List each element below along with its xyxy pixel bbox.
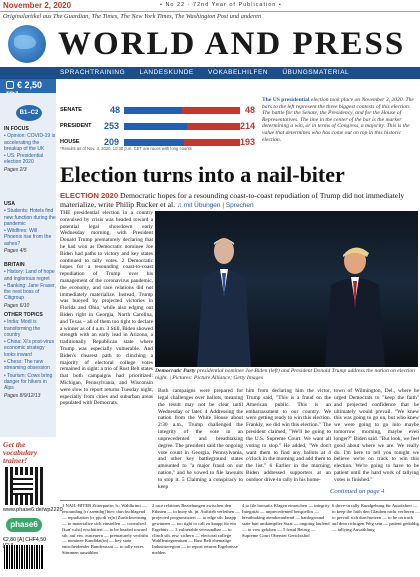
vocab-column-3: 4 to file lawsuits Klagen einreichen — integrity Integrität — unprecedented beispiellos — breathtaking atemberaubend — battleground state hart umkämpfter Staat — ongoing laufend — to vow geloben — 5 fraud Betrug — Supreme Court Oberster Gerichtshof — [242, 503, 330, 538]
barcode-icon — [4, 545, 44, 569]
results-label: SENATE — [60, 107, 82, 113]
sidebar-item[interactable]: • Wildfires: Will Phoenix rise from the ashes? — [4, 228, 52, 247]
tagline: Originalartikel aus The Guardian, The Times, The New York Times, The Washington Post und anderen — [3, 13, 262, 20]
sidebar-heading: IN FOCUS — [4, 126, 29, 132]
phase6-logo: phase6 — [6, 518, 42, 532]
article-column-2: Both campaigns were prepared for legal challenges over ballots, meaning the result may not be clear until Wednesday or later. 4 Addressing the nation from the White House about 2:30 a.m., Trump challenged the integrity of the vote in an unprecedented and breathtaking degree. The president said the ongoing vote count in Georgia, Pennsylvania, and other key battleground states amounted to "a major fraud on our nation," and he vowed to file lawsuits to stop it. 5 Claiming a conspiracy to keep — [158, 388, 243, 490]
nav-item-vokabelhilfen[interactable]: VOKABELHILFEN — [208, 69, 269, 76]
issue-number: • No 22 · 72nd Year of Publication • — [160, 2, 282, 8]
results-explainer — [262, 97, 417, 143]
dem-bar — [124, 123, 187, 130]
caption-text: presidential nominee Joe Biden (left) and President Donald Trump address the nation on election night. | Pictures: Picture Alliance; Getty Images — [155, 368, 415, 381]
audio-exercise-link[interactable]: ♫ mit Übungen | Sprechen — [176, 202, 254, 209]
article-column-4: town of Wilmington, Del., where he urged Democrats to "keep the faith" and projected confidence that he ultimately would prevail. "We knew this was going to go on, but who knew we were going to go into maybe tomorrow morning, maybe even longer?" Biden said. "But look, we feel good about where we are. We really do. I'm here to tell you tonight we believe we're on track to win this election. We're going to have to be patient until the hard work of tallying votes is finished." — [334, 388, 419, 483]
article-column-1: THE presidential election in a country convulsed by crisis was headed toward a potential legal showdown early Wednesday morning, with President Donald Trump prematurely declaring that he had won as Democratic nominee Joe Biden had paths to victory and key states continued to tally votes. 2 Democratic hopes for a resounding coast-to-coast repudiation of Trump over his management of the coronavirus pandemic, the economy, and race relations did not immediately materialize. Instead, Trump was buoyed by projected victories in Florida and Ohio, while also edging out Biden right in Georgia, North Carolina, and Texas – all of them too tight to declare a winner as of 4 a.m. 3 Still, Biden showed strength with an early lead in Arizona, a traditionally Republican state where Trump was especially vulnerable. And Biden's clearest path to clinching a majority of electoral college votes remained in sight: a trio of Rust Belt states that both campaigns had prioritized: Michigan, Pennsylvania, and Wisconsin were slow to report returns Tuesday night, especially from cities and suburban areas populated with Democrats. — [60, 210, 153, 407]
headline[interactable]: Election turns into a nail-biter — [60, 162, 345, 187]
results-label: PRESIDENT — [60, 123, 92, 129]
sidebar-item[interactable]: • Students: Hotels find new function during the pandemic — [4, 208, 56, 227]
sidebar-page: Pages 8/9/12/13 — [4, 392, 41, 399]
results-explainer-lead: The US presidential — [262, 97, 310, 103]
level-badge: B1–C2 — [16, 105, 42, 121]
sidebar-page: Pages 2/3 — [4, 166, 27, 173]
dem-count: 48 — [110, 105, 121, 115]
sidebar-item[interactable]: • Banking: Jane Fraser, the next boss of Citigroup — [4, 282, 56, 302]
rep-count: 48 — [245, 105, 256, 115]
continued-link[interactable]: Continued on page 4 — [330, 488, 385, 495]
vocab-column-4: 6 drive-in rally Kundgebung für Autofahrer — to keep the faith den Glauben nicht verlieren — to prevail sich durchsetzen — to be on track auf dem richtigen Weg sein — patient geduldig — tallying Auszählung — [332, 503, 420, 532]
sidebar-page: Pages 4/5 — [4, 248, 27, 255]
sidebar-page: Pages 6/10 — [4, 302, 30, 309]
rep-bar — [184, 139, 240, 146]
deck-kicker: ELECTION 2020 — [60, 191, 119, 200]
sidebar-heading: BRITAIN — [4, 262, 25, 268]
globe-logo-icon — [8, 25, 46, 63]
price-badge — [0, 79, 56, 93]
vocab-promo-title: Get the vocabulary trainer! — [3, 440, 38, 465]
sidebar-item[interactable]: • India: Modi is transforming the country — [4, 319, 41, 338]
results-explainer-text: election took place on November 3, 2020. The bars to the left represent the three biggest contests of this election: The battle for the Senate, the Presidency, and for the House of Representatives. The line in the center of the bar is the marker determining a win, or in terms of Congress, a majority. This is the value that determines who has come out on top in this historic election. — [262, 97, 414, 143]
rep-count: 193 — [240, 137, 256, 147]
photo-caption — [155, 368, 418, 381]
deck-text: Democratic hopes for a resounding coast-to-coast repudiation of Trump did not immediately materialize, write Philip Rucker et al. — [60, 191, 405, 209]
issue-date: November 2, 2020 — [3, 1, 72, 10]
nav-item-uebungsmaterial[interactable]: ÜBUNGSMATERIAL — [282, 69, 350, 76]
sidebar-section-usa — [4, 201, 56, 256]
dem-bar — [124, 107, 182, 114]
masthead-title: WORLD AND PRESS — [58, 26, 406, 62]
sidebar-section-other — [4, 312, 56, 401]
rep-bar — [182, 107, 240, 114]
nav-item-landeskunde[interactable]: LANDESKUNDE — [139, 69, 194, 76]
rep-count: 214 — [240, 121, 256, 131]
sidebar-heading: OTHER TOPICS — [4, 312, 43, 318]
sidebar-item[interactable]: • Opinion: COVID-19 is accelerating the breakup of the UK — [4, 133, 56, 152]
nav-item-sprachtraining[interactable]: SPRACHTRAINING — [60, 69, 126, 76]
results-note: *Results as of Nov. 4, 2020, 10:30 p.m. CET are races with long counts — [60, 146, 192, 151]
sidebar-section-focus — [4, 126, 56, 175]
rep-bar — [187, 123, 240, 130]
results-row-president — [60, 120, 260, 134]
nav-items — [60, 69, 361, 76]
caption-lead: Democratic Party — [155, 368, 196, 374]
biden-figure — [195, 233, 253, 367]
tag-icon — [6, 81, 14, 89]
sidebar-section-britain — [4, 262, 56, 311]
dem-bar — [124, 139, 184, 146]
dem-count: 209 — [104, 137, 120, 147]
sidebar-item[interactable]: • Tourism: Cows bring danger for hikers in Alps — [4, 372, 53, 392]
sidebar-item[interactable]: • China: Xi's post-virus economic strategy looks inward — [4, 339, 54, 358]
vocab-url[interactable]: www.phase6.de/wp2220 — [3, 507, 63, 513]
price-label: € 2,50 — [17, 80, 43, 90]
prices-other-countries: €2,80 [A] CHF4,50 — [3, 537, 46, 543]
article-photo — [155, 211, 418, 367]
qr-code-icon[interactable] — [5, 467, 43, 505]
sidebar-item[interactable]: • US: Presidential election 2020 — [4, 153, 43, 166]
sidebar-heading: USA — [4, 201, 15, 207]
results-label: HOUSE — [60, 139, 80, 145]
deck — [60, 191, 418, 210]
trump-figure — [325, 243, 385, 367]
sidebar-item[interactable]: • Chess: The new streaming obsession — [4, 359, 50, 372]
article-column-3: him from declaring him the victor, Trump said, "This is a fraud on the American public. This is an embarrassment to our country. We were getting ready to win this election. Frankly, we did win this election." The president claimed, "We'll be going to the U.S. Supreme Court. We want all voting to stop." He added, "We don't want them to find any ballots at 4 o'clock in the morning and add them to the list." 6 Earlier in the morning, Biden addressed supporters at an outdoor drive-in rally in his home- — [246, 388, 331, 483]
sidebar-item[interactable]: • History: Land of hope and inglorious regret — [4, 269, 55, 282]
dem-count: 253 — [104, 121, 120, 131]
vocab-column-2: 2 race relations Beziehungen zwischen den Ethnien — to buoy sb. jn. Auftrieb verleihen — projected prognostiziert — to edge sth. knapp gewinnen — too tight to call zu knapp für ein Ergebnis — 3 vulnerable verwundbar — to clinch sth. etw. sichern — electoral college Wahlleutegremium — Rust Belt ehemalige Industrieregion — to report returns Ergebnisse melden — [152, 503, 240, 556]
results-row-senate — [60, 104, 260, 118]
vocab-column-1: 1 NAIL-BITER Zitterpartie; h.: Wahlkrimi — resounding [rɪˈzaʊndɪŋ] hier: durchschlagend — repudiation [rɪˌpjuːdiˈeɪʃn] Zurückweisung — to materialize sich einstellen — convulsed [kənˈvʌlst] erschüttert — to be headed toward sth. auf etw. zusteuern — prematurely verfrüht — nominee Kandidat(in) — key state entscheidender Bundesstaat — to tally votes Stimmen auszählen — [62, 503, 148, 556]
audio-label: mit Übungen | Sprechen — [183, 202, 254, 209]
